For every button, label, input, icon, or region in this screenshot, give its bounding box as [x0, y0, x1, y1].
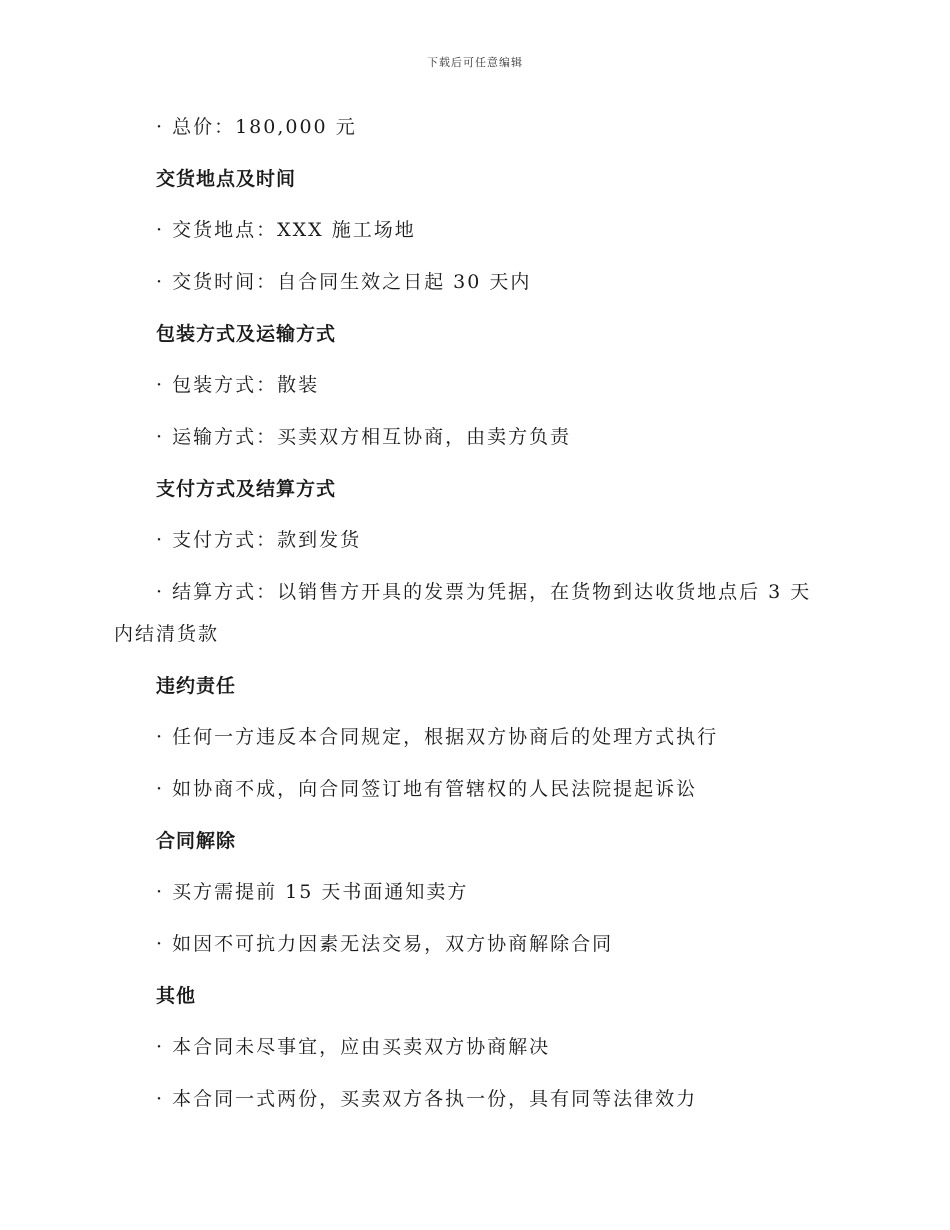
settlement-item-continued: 内结清货款: [114, 623, 220, 645]
delivery-time-item: · 交货时间：自合同生效之日起 30 天内: [156, 271, 532, 293]
other-item-2: · 本合同一式两份，买卖双方各执一份，具有同等法律效力: [156, 1088, 698, 1110]
breach-heading: 违约责任: [156, 675, 237, 697]
breach-item-1: · 任何一方违反本合同规定，根据双方协商后的处理方式执行: [156, 726, 719, 748]
packing-item: · 包装方式：散装: [156, 374, 320, 396]
settlement-item: · 结算方式：以销售方开具的发票为凭据，在货物到达收货地点后 3 天: [156, 581, 812, 603]
other-heading: 其他: [156, 985, 197, 1007]
other-item-1: · 本合同未尽事宜，应由买卖双方协商解决: [156, 1036, 551, 1058]
delivery-heading: 交货地点及时间: [156, 168, 297, 190]
termination-item-2: · 如因不可抗力因素无法交易，双方协商解除合同: [156, 933, 614, 955]
packaging-heading: 包装方式及运输方式: [156, 323, 337, 345]
payment-heading: 支付方式及结算方式: [156, 478, 337, 500]
delivery-place-item: · 交货地点：XXX 施工场地: [156, 219, 416, 241]
termination-heading: 合同解除: [156, 830, 237, 852]
breach-item-2: · 如协商不成，向合同签订地有管辖权的人民法院提起诉讼: [156, 778, 698, 800]
page-header: 下载后可任意编辑: [427, 56, 523, 69]
transport-item: · 运输方式：买卖双方相互协商，由卖方负责: [156, 426, 572, 448]
payment-method-item: · 支付方式：款到发货: [156, 529, 362, 551]
total-price-item: · 总价：180,000 元: [156, 116, 357, 138]
termination-item-1: · 买方需提前 15 天书面通知卖方: [156, 881, 469, 903]
